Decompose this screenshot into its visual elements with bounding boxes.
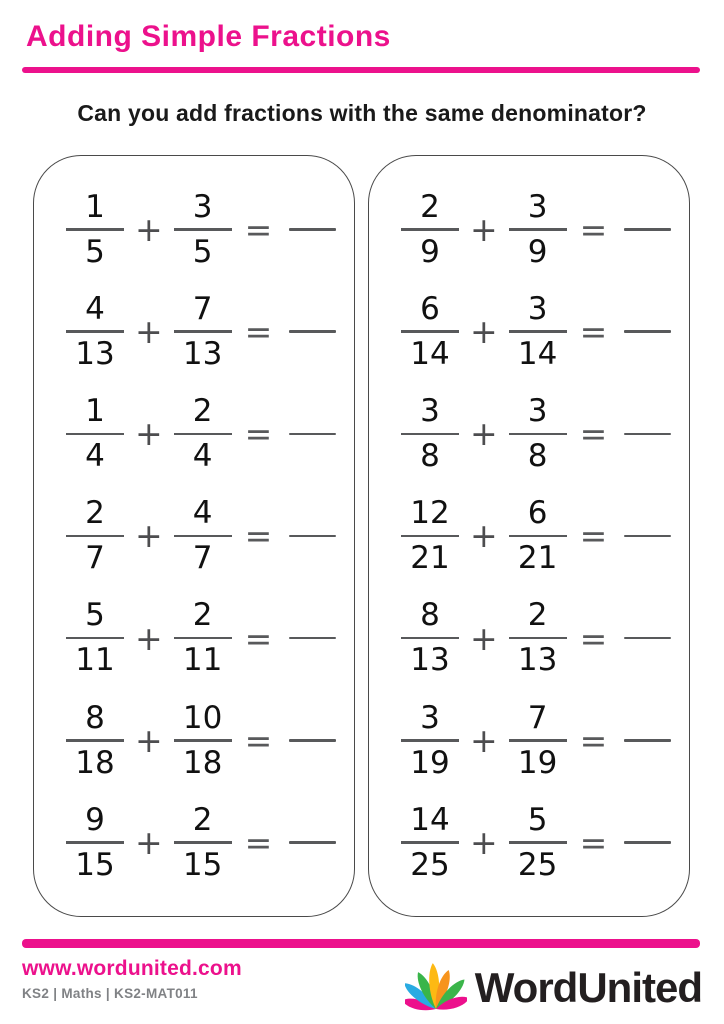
fraction-bar-1 xyxy=(66,330,124,333)
fraction-bar-1 xyxy=(66,535,124,538)
fraction-problem-row xyxy=(66,801,336,883)
fraction-bar-1 xyxy=(401,330,459,333)
answer-blank[interactable] xyxy=(624,841,671,844)
denominator-2: 21 xyxy=(517,540,558,577)
equals-sign: = xyxy=(244,312,273,352)
equals-sign: = xyxy=(579,516,608,556)
website-url: www.wordunited.com xyxy=(22,957,242,980)
numerator-1: 1 xyxy=(85,392,105,429)
numerator-2: 2 xyxy=(192,392,213,429)
fraction-problem-row xyxy=(66,599,336,677)
fraction-bar-1 xyxy=(66,637,124,640)
title-rule-wrap xyxy=(0,67,724,73)
problem-column-left xyxy=(33,155,355,917)
fraction-second xyxy=(174,801,232,883)
plus-sign: + xyxy=(470,414,498,454)
equals-sign: = xyxy=(579,209,608,249)
brand-name: WordUnited xyxy=(474,963,702,1011)
brand-logo xyxy=(405,959,702,1016)
fraction-first xyxy=(401,290,459,372)
fraction-bar-2 xyxy=(174,739,232,742)
fraction-bar-2 xyxy=(509,228,567,231)
fraction-second xyxy=(174,497,232,575)
numerator-2: 7 xyxy=(192,290,213,327)
fraction-problem-row xyxy=(66,392,336,475)
denominator-1: 25 xyxy=(410,846,450,883)
fraction-problem-row xyxy=(66,497,336,575)
fraction-problem-row xyxy=(66,290,336,372)
fraction-bar-1 xyxy=(401,739,459,742)
fraction-bar-1 xyxy=(401,433,459,436)
plus-sign: + xyxy=(470,209,498,249)
denominator-2: 8 xyxy=(527,438,548,475)
plus-sign: + xyxy=(470,618,498,658)
equals-sign: = xyxy=(244,414,273,454)
answer-blank[interactable] xyxy=(624,330,671,333)
fraction-second xyxy=(509,699,567,781)
numerator-2: 3 xyxy=(527,290,548,327)
numerator-1: 2 xyxy=(420,188,440,225)
fraction-bar-2 xyxy=(174,841,232,844)
fraction-bar-2 xyxy=(509,535,567,538)
fraction-first xyxy=(401,599,459,677)
plus-sign: + xyxy=(135,823,163,863)
denominator-2: 25 xyxy=(517,846,558,883)
answer-blank[interactable] xyxy=(624,739,671,742)
footer-rule xyxy=(22,939,700,948)
equals-sign: = xyxy=(579,414,608,454)
equals-sign: = xyxy=(244,618,273,658)
denominator-1: 15 xyxy=(75,846,115,883)
fraction-bar-2 xyxy=(174,637,232,640)
fraction-bar-1 xyxy=(401,228,459,231)
plus-sign: + xyxy=(135,414,163,454)
numerator-1: 14 xyxy=(410,801,450,838)
fraction-bar-1 xyxy=(66,841,124,844)
header xyxy=(0,0,724,54)
answer-blank[interactable] xyxy=(289,637,336,640)
denominator-2: 14 xyxy=(517,335,558,372)
fraction-first xyxy=(66,699,124,781)
fraction-second xyxy=(509,497,567,575)
worksheet-meta: KS2 | Maths | KS2-MAT011 xyxy=(22,986,198,1001)
fraction-first xyxy=(66,290,124,372)
denominator-2: 9 xyxy=(527,233,548,270)
leaf-fan-icon xyxy=(405,959,467,1016)
answer-blank[interactable] xyxy=(289,433,336,436)
denominator-1: 18 xyxy=(75,744,115,781)
numerator-1: 2 xyxy=(85,495,105,532)
plus-sign: + xyxy=(470,312,498,352)
fraction-bar-1 xyxy=(401,535,459,538)
fraction-bar-1 xyxy=(66,228,124,231)
answer-blank[interactable] xyxy=(289,535,336,538)
numerator-1: 12 xyxy=(410,495,450,532)
plus-sign: + xyxy=(135,618,163,658)
denominator-1: 5 xyxy=(85,233,105,270)
numerator-2: 10 xyxy=(182,699,223,736)
numerator-2: 4 xyxy=(192,495,213,532)
fraction-bar-2 xyxy=(174,330,232,333)
answer-blank[interactable] xyxy=(624,228,671,231)
plus-sign: + xyxy=(135,720,163,760)
fraction-first xyxy=(66,392,124,475)
numerator-2: 2 xyxy=(527,597,548,634)
denominator-1: 13 xyxy=(410,642,450,679)
numerator-2: 6 xyxy=(527,495,548,532)
numerator-1: 8 xyxy=(420,597,440,634)
problem-columns xyxy=(33,155,690,917)
numerator-2: 5 xyxy=(527,801,548,838)
fraction-problem-row xyxy=(66,188,336,270)
equals-sign: = xyxy=(579,618,608,658)
fraction-first xyxy=(401,497,459,575)
fraction-first xyxy=(66,801,124,883)
footer-left xyxy=(22,957,242,1001)
problem-column-right xyxy=(368,155,690,917)
denominator-2: 7 xyxy=(192,540,213,577)
denominator-2: 13 xyxy=(182,335,223,372)
fraction-second xyxy=(174,188,232,270)
denominator-2: 11 xyxy=(182,642,223,679)
fraction-bar-1 xyxy=(401,637,459,640)
denominator-2: 15 xyxy=(182,846,223,883)
numerator-1: 3 xyxy=(420,699,440,736)
numerator-2: 3 xyxy=(527,392,548,429)
denominator-2: 5 xyxy=(192,233,213,270)
plus-sign: + xyxy=(470,823,498,863)
fraction-problem-row xyxy=(401,188,671,270)
plus-sign: + xyxy=(135,209,163,249)
fraction-second xyxy=(174,699,232,781)
answer-blank[interactable] xyxy=(624,433,671,436)
fraction-second xyxy=(174,290,232,372)
fraction-first xyxy=(401,392,459,475)
fraction-second xyxy=(509,599,567,677)
fraction-bar-1 xyxy=(401,841,459,844)
denominator-1: 19 xyxy=(410,744,450,781)
denominator-1: 9 xyxy=(420,233,440,270)
fraction-first xyxy=(401,699,459,781)
fraction-first xyxy=(66,188,124,270)
plus-sign: + xyxy=(135,312,163,352)
equals-sign: = xyxy=(244,516,273,556)
answer-blank[interactable] xyxy=(289,330,336,333)
fraction-problem-row xyxy=(401,392,671,475)
fraction-problem-row xyxy=(401,599,671,677)
fraction-problem-row xyxy=(401,290,671,372)
fraction-first xyxy=(401,801,459,883)
fraction-first xyxy=(66,599,124,677)
fraction-bar-2 xyxy=(509,330,567,333)
fraction-bar-1 xyxy=(66,433,124,436)
plus-sign: + xyxy=(135,516,163,556)
equals-sign: = xyxy=(244,209,273,249)
numerator-2: 7 xyxy=(527,699,548,736)
denominator-1: 4 xyxy=(85,438,105,475)
footer xyxy=(22,957,702,1016)
fraction-second xyxy=(509,801,567,883)
denominator-2: 4 xyxy=(192,438,213,475)
numerator-1: 1 xyxy=(85,188,105,225)
denominator-1: 21 xyxy=(410,540,450,577)
numerator-2: 2 xyxy=(192,597,213,634)
fraction-bar-2 xyxy=(509,637,567,640)
equals-sign: = xyxy=(579,720,608,760)
answer-blank[interactable] xyxy=(624,637,671,640)
fraction-first xyxy=(401,188,459,270)
numerator-2: 3 xyxy=(527,188,548,225)
denominator-2: 18 xyxy=(182,744,223,781)
fraction-second xyxy=(509,392,567,475)
answer-blank[interactable] xyxy=(289,228,336,231)
fraction-bar-2 xyxy=(509,433,567,436)
fraction-bar-2 xyxy=(174,228,232,231)
equals-sign: = xyxy=(244,720,273,760)
fraction-second xyxy=(509,290,567,372)
worksheet-question: Can you add fractions with the same denominator? xyxy=(77,100,647,126)
equals-sign: = xyxy=(579,312,608,352)
equals-sign: = xyxy=(579,823,608,863)
numerator-1: 6 xyxy=(420,290,440,327)
fraction-first xyxy=(66,497,124,575)
fraction-problem-row xyxy=(401,801,671,883)
fraction-second xyxy=(174,599,232,677)
denominator-1: 7 xyxy=(85,540,105,577)
fraction-problem-row xyxy=(401,699,671,781)
numerator-1: 9 xyxy=(85,801,105,838)
answer-blank[interactable] xyxy=(624,535,671,538)
denominator-1: 13 xyxy=(75,335,115,372)
fraction-bar-2 xyxy=(509,739,567,742)
plus-sign: + xyxy=(470,720,498,760)
numerator-1: 4 xyxy=(85,290,105,327)
page-title: Adding Simple Fractions xyxy=(26,20,391,53)
fraction-bar-2 xyxy=(509,841,567,844)
numerator-1: 3 xyxy=(420,392,440,429)
fraction-second xyxy=(509,188,567,270)
fraction-problem-row xyxy=(401,497,671,575)
numerator-2: 2 xyxy=(192,801,213,838)
title-rule xyxy=(22,67,700,73)
numerator-1: 5 xyxy=(85,597,105,634)
answer-blank[interactable] xyxy=(289,841,336,844)
fraction-problem-row xyxy=(66,699,336,781)
denominator-1: 11 xyxy=(75,642,115,679)
equals-sign: = xyxy=(244,823,273,863)
fraction-bar-2 xyxy=(174,535,232,538)
denominator-2: 13 xyxy=(517,642,558,679)
denominator-1: 8 xyxy=(420,438,440,475)
plus-sign: + xyxy=(470,516,498,556)
numerator-2: 3 xyxy=(192,188,213,225)
denominator-2: 19 xyxy=(517,744,558,781)
denominator-1: 14 xyxy=(410,335,450,372)
numerator-1: 8 xyxy=(85,699,105,736)
fraction-second xyxy=(174,392,232,475)
fraction-bar-2 xyxy=(174,433,232,436)
answer-blank[interactable] xyxy=(289,739,336,742)
fraction-bar-1 xyxy=(66,739,124,742)
